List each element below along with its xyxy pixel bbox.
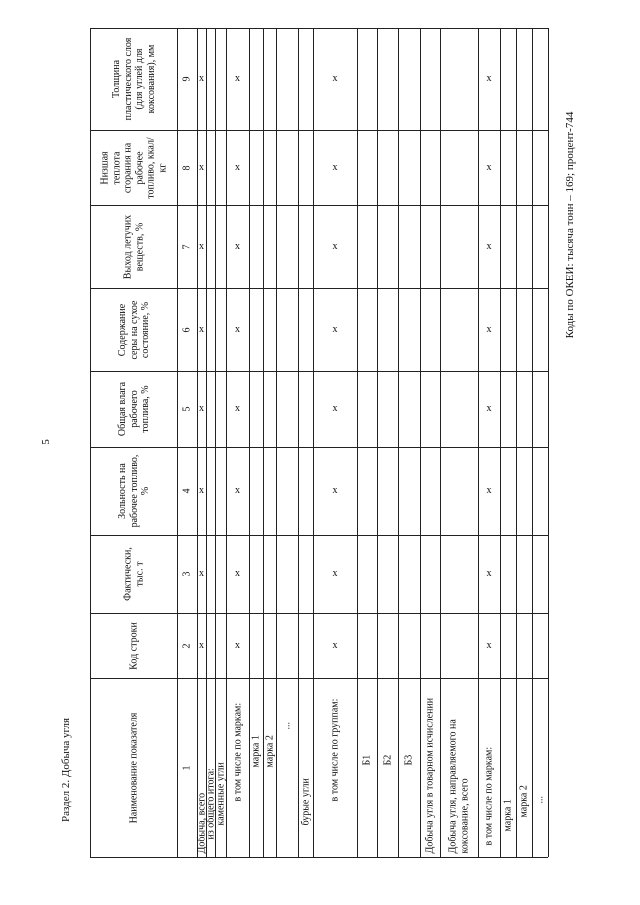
table-cell-mark: х: [235, 485, 240, 496]
table-row-label: из общего итога:: [204, 767, 216, 839]
table-cell-mark: х: [235, 240, 240, 252]
table-cell-mark: х: [486, 485, 492, 496]
table-rule: [90, 205, 548, 206]
table-cell-mark: х: [235, 568, 240, 579]
table-rule: [313, 28, 314, 857]
table-row-label: Б3: [403, 754, 415, 765]
okei-codes: Коды по ОКЕИ: тысяча тонн – 169; процент-744: [563, 111, 576, 339]
column-number: 5: [181, 406, 193, 412]
table-row-label: в том числе по маркам:: [231, 702, 243, 801]
table-row-label: в том числе по маркам:: [483, 746, 495, 845]
table-cell-mark: х: [332, 639, 338, 651]
page-number: 5: [39, 439, 52, 445]
column-header: Выход летучих веществ, %: [122, 214, 145, 279]
section-title: Раздел 2. Добыча угля: [59, 717, 72, 823]
table-row-label: ...: [281, 721, 293, 729]
table-cell-mark: х: [332, 161, 338, 173]
table-row-label: марка 1: [502, 798, 514, 831]
table-cell-mark: х: [486, 73, 492, 84]
column-header: Содержание серы на сухое состояние, %: [116, 300, 151, 359]
table-rule: [90, 613, 548, 614]
column-number: 9: [181, 76, 193, 82]
table-rule: [516, 28, 517, 857]
table-rule: [90, 288, 548, 289]
table-cell-mark: х: [199, 403, 204, 414]
table-rule: [177, 28, 178, 857]
column-header: Наименование показателя: [127, 712, 139, 823]
table-cell-mark: х: [235, 161, 240, 173]
table-row-label: бурые угли: [299, 777, 311, 825]
table-rule: [440, 28, 441, 857]
table-rule: [90, 535, 548, 536]
table-rule: [276, 28, 277, 857]
column-number: 6: [181, 327, 193, 332]
table-cell-mark: х: [235, 639, 240, 651]
table-row-label: Б2: [381, 754, 393, 765]
table-rule: [90, 130, 548, 131]
table-cell-mark: х: [486, 403, 492, 414]
table-cell-mark: х: [332, 485, 338, 496]
table-cell-mark: х: [486, 240, 492, 252]
table-cell-mark: х: [199, 568, 204, 579]
column-number: 4: [181, 488, 193, 494]
table-cell-mark: х: [199, 240, 204, 252]
table-row-label: Добыча, всего: [195, 792, 207, 853]
table-cell-mark: х: [199, 639, 204, 651]
table-rule: [90, 371, 548, 372]
table-row-label: Добыча угля в товарном исчислении: [424, 697, 436, 853]
table-cell-mark: х: [235, 323, 240, 335]
column-number: 7: [181, 244, 193, 249]
table-rule: [532, 28, 533, 857]
table-rule: [500, 28, 501, 857]
table-rule: [90, 447, 548, 448]
table-row-label: ...: [534, 795, 546, 803]
table-row-label: марка 2: [263, 734, 275, 767]
table-cell-mark: х: [486, 639, 492, 651]
column-header: Зольность на рабочее топливо, %: [116, 454, 151, 528]
table-cell-mark: х: [199, 485, 204, 496]
table-cell-mark: х: [332, 240, 338, 252]
table-cell-mark: х: [486, 568, 492, 579]
table-rule: [90, 28, 91, 857]
column-number: 8: [181, 165, 193, 170]
table-rule: [90, 857, 548, 858]
table-rule: [357, 28, 358, 857]
table-cell-mark: х: [199, 73, 204, 84]
table-cell-mark: х: [332, 73, 338, 84]
table-rule: [377, 28, 378, 857]
table-cell-mark: х: [199, 161, 204, 173]
column-header: Низшая теплота сгорания на рабочее топливо, ккал/кг: [99, 136, 168, 199]
table-row-label: в том числе по группам:: [329, 698, 341, 801]
table-cell-mark: х: [199, 323, 204, 335]
column-header: Код строки: [127, 621, 139, 670]
table-cell-mark: х: [332, 568, 338, 579]
table-row-label: Б1: [361, 754, 373, 765]
table-cell-mark: х: [332, 403, 338, 414]
table-row-label: Добыча угля, направляемого на коксование, всего: [447, 718, 470, 853]
table-rule: [420, 28, 421, 857]
table-cell-mark: х: [486, 161, 492, 173]
column-header: Общая влага рабочего топлива, %: [116, 381, 151, 437]
table-cell-mark: х: [235, 73, 240, 84]
table-row-label: каменные угли: [214, 761, 226, 825]
column-number: 1: [181, 765, 193, 770]
table-row-label: марка 2: [518, 784, 530, 817]
table-cell-mark: х: [332, 323, 338, 335]
table-cell-mark: х: [235, 403, 240, 414]
table-rule: [478, 28, 479, 857]
table-rule: [398, 28, 399, 857]
column-number: 2: [181, 643, 193, 648]
column-header: Фактически, тыс. т: [122, 547, 145, 601]
table-rule: [298, 28, 299, 857]
table-rule: [548, 28, 549, 857]
table-row-label: марка 1: [250, 734, 262, 767]
table-rule: [90, 678, 548, 679]
table-cell-mark: х: [486, 323, 492, 335]
column-header: Толщина пластического слоя (для углей для коксования), мм: [110, 37, 156, 121]
column-number: 3: [181, 571, 193, 577]
table-rule: [90, 28, 548, 29]
